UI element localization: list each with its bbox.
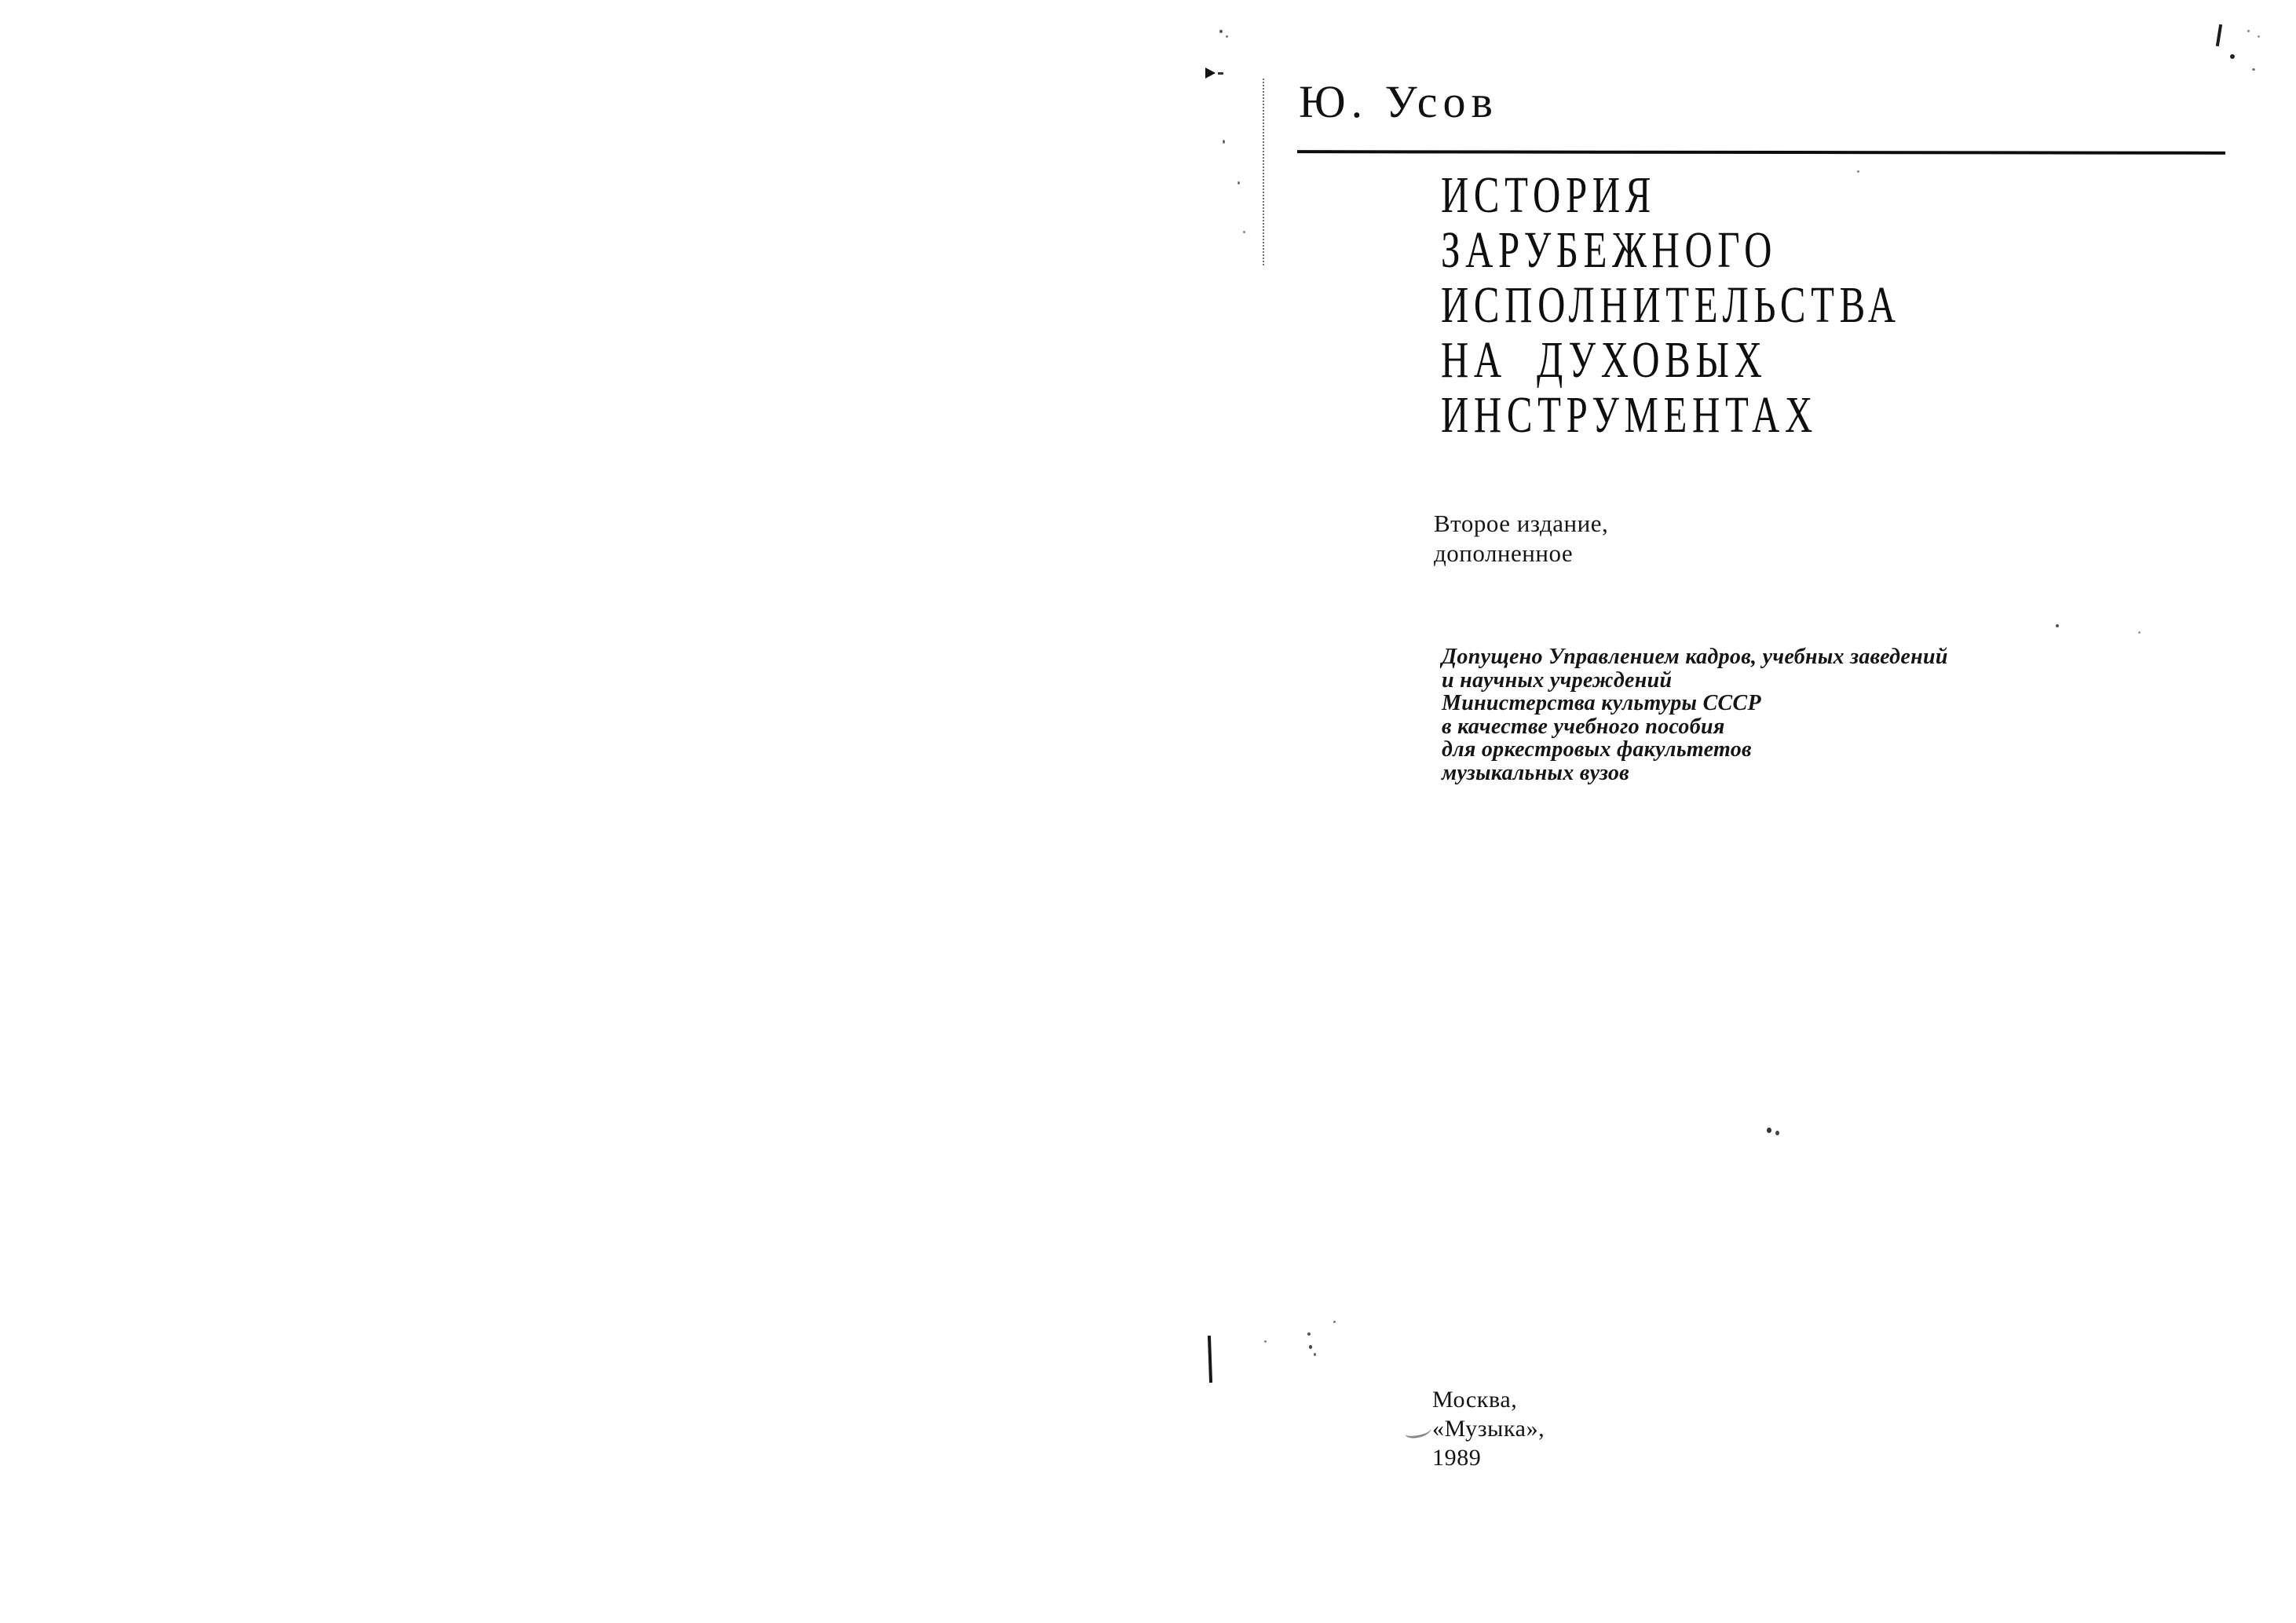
author-divider-rule bbox=[1297, 150, 2225, 155]
edition-note bbox=[1434, 509, 1608, 568]
approval-note-line: Допущено Управлением кадров, учебных заведений bbox=[1442, 645, 1948, 669]
scan-speck bbox=[2258, 35, 2260, 38]
scan-squiggle-artifact bbox=[2216, 24, 2222, 46]
approval-note-line: музыкальных вузов bbox=[1442, 760, 1629, 785]
edition-note-line: дополненное bbox=[1434, 539, 1574, 567]
book-title-line: ЗАРУБЕЖНОГО bbox=[1441, 221, 1777, 279]
scan-speck bbox=[1767, 1128, 1771, 1133]
author-name: Ю. Усов bbox=[1299, 76, 1498, 127]
scan-speck bbox=[1314, 1353, 1316, 1356]
scan-speck bbox=[2247, 30, 2250, 32]
scan-smudge-artifact bbox=[1404, 1423, 1432, 1440]
imprint-year: 1989 bbox=[1432, 1445, 1482, 1471]
scan-speck bbox=[1243, 231, 1245, 233]
approval-note bbox=[1442, 645, 1948, 784]
scan-speck bbox=[1775, 1131, 1779, 1135]
book-title-line: НА ДУХОВЫХ bbox=[1441, 331, 1768, 389]
book-title-line: ИСТОРИЯ bbox=[1441, 166, 1656, 224]
ink-dash-artifact bbox=[1218, 72, 1223, 75]
approval-note-line: в качестве учебного пособия bbox=[1442, 714, 1725, 739]
scan-speck bbox=[1226, 35, 1228, 38]
scan-speck bbox=[1309, 1345, 1312, 1349]
book-title bbox=[1441, 168, 1901, 443]
scan-speck bbox=[2252, 68, 2255, 71]
imprint bbox=[1432, 1385, 1545, 1472]
scan-speck bbox=[1238, 181, 1240, 185]
scan-speck bbox=[1307, 1332, 1311, 1336]
imprint-city: Москва, bbox=[1432, 1387, 1518, 1413]
scan-speck bbox=[2230, 54, 2235, 59]
scan-speck bbox=[1219, 30, 1223, 33]
spine-dotted-line-artifact bbox=[1263, 79, 1264, 265]
edition-note-line: Второе издание, bbox=[1434, 510, 1609, 537]
approval-note-line: Министерства культуры СССР bbox=[1442, 691, 1761, 715]
scan-speck bbox=[2138, 631, 2141, 634]
book-title-line: ИНСТРУМЕНТАХ bbox=[1441, 386, 1818, 444]
scan-speck bbox=[2056, 624, 2059, 627]
imprint-publisher: «Музыка», bbox=[1432, 1416, 1545, 1442]
book-title-line: ИСПОЛНИТЕЛЬСТВА bbox=[1441, 276, 1901, 334]
scan-speck bbox=[1264, 1340, 1267, 1343]
scan-speck bbox=[1223, 140, 1225, 144]
scan-speck bbox=[1333, 1321, 1336, 1323]
approval-note-line: и научных учреждений bbox=[1442, 667, 1673, 693]
scan-squiggle-artifact bbox=[1208, 1336, 1212, 1383]
approval-note-line: для оркестровых факультетов bbox=[1442, 737, 1752, 762]
ink-blot-artifact bbox=[1205, 68, 1216, 79]
